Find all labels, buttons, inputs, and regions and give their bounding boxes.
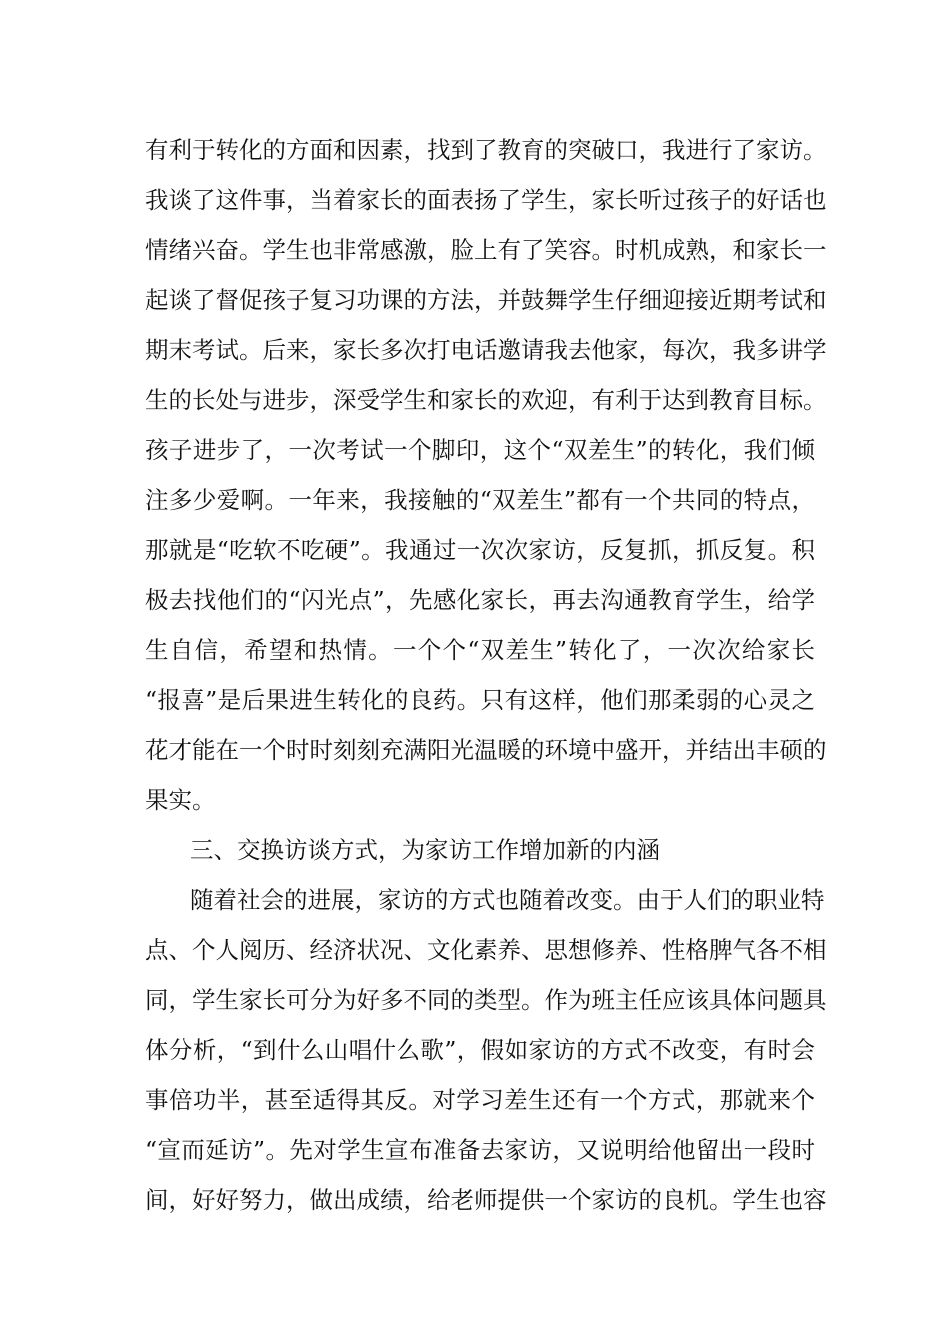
body-text-line: 同，学生家长可分为好多不同的类型。作为班主任应该具体问题具 [145, 986, 827, 1014]
body-text-line: 极去找他们的“闪光点”，先感化家长，再去沟通教育学生，给学 [145, 586, 815, 614]
body-text-line: 果实。 [145, 786, 216, 814]
body-text-line: 我谈了这件事，当着家长的面表扬了学生，家长听过孩子的好话也 [145, 186, 827, 214]
body-text-line: 生的长处与进步，深受学生和家长的欢迎，有利于达到教育目标。 [145, 386, 827, 414]
body-text-line: 期末考试。后来，家长多次打电话邀请我去他家，每次，我多讲学 [145, 336, 827, 364]
body-text-line: 体分析，“到什么山唱什么歌”，假如家访的方式不改变，有时会 [145, 1036, 815, 1064]
body-text-line: 情绪兴奋。学生也非常感激，脸上有了笑容。时机成熟，和家长一 [145, 236, 827, 264]
body-text-line: “报喜”是后果进生转化的良药。只有这样，他们那柔弱的心灵之 [145, 686, 815, 714]
body-text-line: 事倍功半，甚至适得其反。对学习差生还有一个方式，那就来个 [145, 1086, 815, 1114]
body-text-line: 起谈了督促孩子复习功课的方法，并鼓舞学生仔细迎接近期考试和 [145, 286, 827, 314]
body-text-line: 间，好好努力，做出成绩，给老师提供一个家访的良机。学生也容 [145, 1186, 827, 1214]
body-text-line: 有利于转化的方面和因素，找到了教育的突破口，我进行了家访。 [145, 136, 827, 164]
body-text-line: 注多少爱啊。一年来，我接触的“双差生”都有一个共同的特点， [145, 486, 815, 514]
body-text-line: 孩子进步了，一次考试一个脚印，这个“双差生”的转化，我们倾 [145, 436, 815, 464]
body-text-line: 随着社会的进展，家访的方式也随着改变。由于人们的职业特 [190, 886, 825, 914]
body-text-line: 点、个人阅历、经济状况、文化素养、思想修养、性格脾气各不相 [145, 936, 827, 964]
body-text-line: 那就是“吃软不吃硬”。我通过一次次家访，反复抓，抓反复。积 [145, 536, 815, 564]
body-text-line: “宣而延访”。先对学生宣布准备去家访，又说明给他留出一段时 [145, 1136, 815, 1164]
body-text-line: 生自信，希望和热情。一个个“双差生”转化了，一次次给家长 [145, 636, 815, 664]
body-text-line: 花才能在一个时时刻刻充满阳光温暖的环境中盛开，并结出丰硕的 [145, 736, 827, 764]
section-heading: 三、交换访谈方式，为家访工作增加新的内涵 [190, 836, 660, 864]
